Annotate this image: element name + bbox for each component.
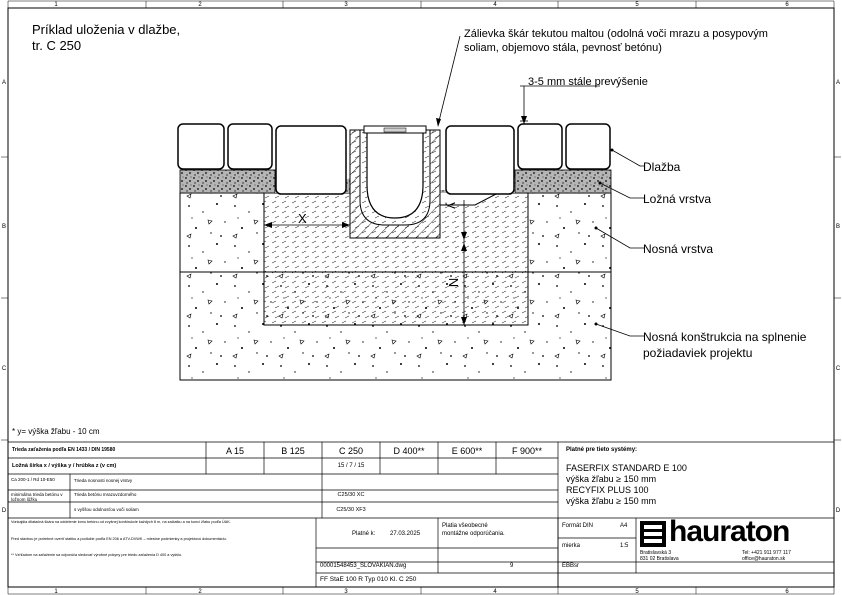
system-1-height: výška žľabu ≥ 150 mm bbox=[566, 474, 657, 484]
load-class-a15: A 15 bbox=[225, 446, 245, 456]
col-label: 3 bbox=[344, 589, 348, 595]
format-value: A4 bbox=[620, 523, 628, 529]
row-label: A bbox=[1, 80, 7, 86]
systems-list bbox=[566, 463, 687, 507]
system-2-height: výška žľabu ≥ 150 mm bbox=[566, 496, 657, 506]
bedding-right bbox=[515, 170, 611, 193]
scale-label: mierka bbox=[562, 543, 581, 549]
row-sub-left: Ca 200-1 / Rd 10-E50 bbox=[11, 477, 55, 482]
company-logo: hauraton bbox=[669, 515, 790, 548]
format-label: Formát DIN bbox=[562, 523, 594, 529]
row-label: A bbox=[835, 80, 841, 86]
paver bbox=[228, 124, 272, 169]
address-line-1: Bratislavská 3 bbox=[640, 550, 672, 556]
company-address bbox=[640, 550, 679, 562]
col-label: 6 bbox=[785, 589, 789, 595]
general-notes bbox=[11, 520, 313, 558]
col-label: 1 bbox=[54, 2, 58, 8]
company-phone: Tel: +421 911 977 117 bbox=[742, 550, 791, 556]
channel-bore bbox=[367, 130, 423, 218]
base-layer-left bbox=[180, 193, 264, 272]
col-label: 2 bbox=[198, 589, 202, 595]
hauraton-logo-icon bbox=[640, 521, 666, 547]
scale-value: 1:5 bbox=[620, 543, 629, 549]
col-label: 4 bbox=[493, 589, 497, 595]
col-label: 5 bbox=[635, 2, 639, 8]
validity-line-1: Platia všeobecné bbox=[442, 523, 488, 529]
row-label: D bbox=[1, 508, 7, 514]
label-paving: Dlažba bbox=[643, 160, 681, 174]
joint-note bbox=[464, 27, 768, 55]
joint-note-line-2: soliam, objemovo stála, pevnosť betónu) bbox=[464, 42, 662, 54]
row-sub-text: Trieda nosnosti nosnej vrstvy bbox=[74, 478, 133, 483]
row-min-text1: Trieda betónu mrazuvzdorného bbox=[74, 492, 137, 497]
load-class-e600: E 600** bbox=[451, 446, 483, 456]
note-3: ** Vzhľadom na zaťaženie sa odporúča sledovať výrobné pokyny pre triedu zaťaženia D 400 a vyššiu. bbox=[11, 553, 183, 557]
col-label: 1 bbox=[54, 589, 58, 595]
joint-note-line-1: Zálievka škár tekutou maltou (odolná voči mrazu a posypovým bbox=[464, 28, 768, 40]
paver bbox=[518, 124, 562, 169]
note-2: Pred stavbou je potrebné overiť statiku a podložie podľa EN 206 a ATV-DVWK – miestne podmienky a projektovú dokumentáciu. bbox=[11, 536, 227, 541]
sheet-number: 9 bbox=[510, 563, 514, 569]
label-construction-line-1: Nosná konštrukcia na splnenie bbox=[643, 330, 807, 344]
dims-value: 15 / 7 / 15 bbox=[337, 463, 365, 469]
row-label: B bbox=[835, 224, 841, 230]
row-min-text2: s vyššou odolnosťou voči soliam bbox=[74, 507, 139, 512]
drawing-number: FF StaE 100 R Typ 010 Kl. C 250 bbox=[320, 576, 417, 583]
col-label: 3 bbox=[344, 2, 348, 8]
col-label: 4 bbox=[493, 2, 497, 8]
load-class-b125: B 125 bbox=[281, 446, 305, 456]
col-label: 2 bbox=[198, 2, 202, 8]
file-name: 00001548453_SLOVAKIAN.dwg bbox=[320, 563, 407, 569]
base-layer-right bbox=[528, 193, 611, 272]
row-min-val1: C25/30 XC bbox=[337, 492, 365, 498]
row-label: B bbox=[1, 224, 7, 230]
class-header: Trieda zaťaženia podľa EN 1433 / DIN 19580 bbox=[12, 447, 116, 453]
dim-n-label: N bbox=[446, 277, 462, 288]
note-1: Vonkajšia dilatačná škára na oddelenie lomu betónu od zvyšnej konštrukcie každých 8 m, na začiatku a na konci žľabu podľa ÚAK. bbox=[11, 520, 231, 524]
col-label: 6 bbox=[785, 2, 789, 8]
date-label: Platné k: bbox=[352, 531, 376, 537]
load-class-d400: D 400** bbox=[393, 446, 425, 456]
label-bedding: Ložná vrstva bbox=[643, 192, 712, 206]
paver bbox=[276, 126, 346, 194]
systems-label: Platné pre tieto systémy: bbox=[566, 447, 638, 453]
validity-note bbox=[442, 522, 505, 538]
revision: EBBsr bbox=[562, 563, 580, 569]
row-min-val2: C25/30 XF3 bbox=[336, 507, 366, 513]
paver bbox=[178, 124, 224, 169]
dim-x-label: X bbox=[298, 211, 307, 226]
row-label: C bbox=[835, 366, 841, 372]
row-label: D bbox=[835, 508, 841, 514]
overhang-note: 3-5 mm stále prevýšenie bbox=[528, 76, 648, 88]
bedding-left bbox=[180, 170, 275, 193]
label-base: Nosná vrstva bbox=[643, 242, 714, 256]
address-line-2: 831 02 Bratislava bbox=[640, 556, 679, 562]
col-label: 5 bbox=[635, 589, 639, 595]
date-value: 27.03.2025 bbox=[390, 531, 421, 537]
paver bbox=[566, 124, 610, 169]
dim-y-label: y bbox=[444, 202, 460, 209]
row-min-left: minimálna trieda betónu v ložnom lôžku bbox=[11, 492, 63, 502]
label-construction bbox=[643, 329, 806, 361]
footnote: * y= výška žľabu - 10 cm bbox=[12, 427, 100, 436]
paver bbox=[446, 126, 514, 194]
company-contact bbox=[742, 550, 791, 562]
validity-line-2: montážne odporúčania. bbox=[442, 531, 505, 537]
drawing-title bbox=[32, 22, 180, 54]
title-line-1: Príklad uloženia v dlažbe, bbox=[32, 22, 181, 37]
system-1: FASERFIX STANDARD E 100 bbox=[566, 463, 687, 473]
label-construction-line-2: požiadaviek projektu bbox=[643, 346, 753, 360]
row-label: C bbox=[1, 366, 7, 372]
load-class-c250: C 250 bbox=[338, 446, 364, 456]
load-class-f900: F 900** bbox=[511, 446, 543, 456]
dims-label: Ložná šírka x / výška y / hrúbka z (v cm) bbox=[12, 463, 117, 469]
company-email: office@hauraton.sk bbox=[742, 556, 786, 562]
title-line-2: tr. C 250 bbox=[32, 38, 82, 53]
system-2: RECYFIX PLUS 100 bbox=[566, 485, 649, 495]
